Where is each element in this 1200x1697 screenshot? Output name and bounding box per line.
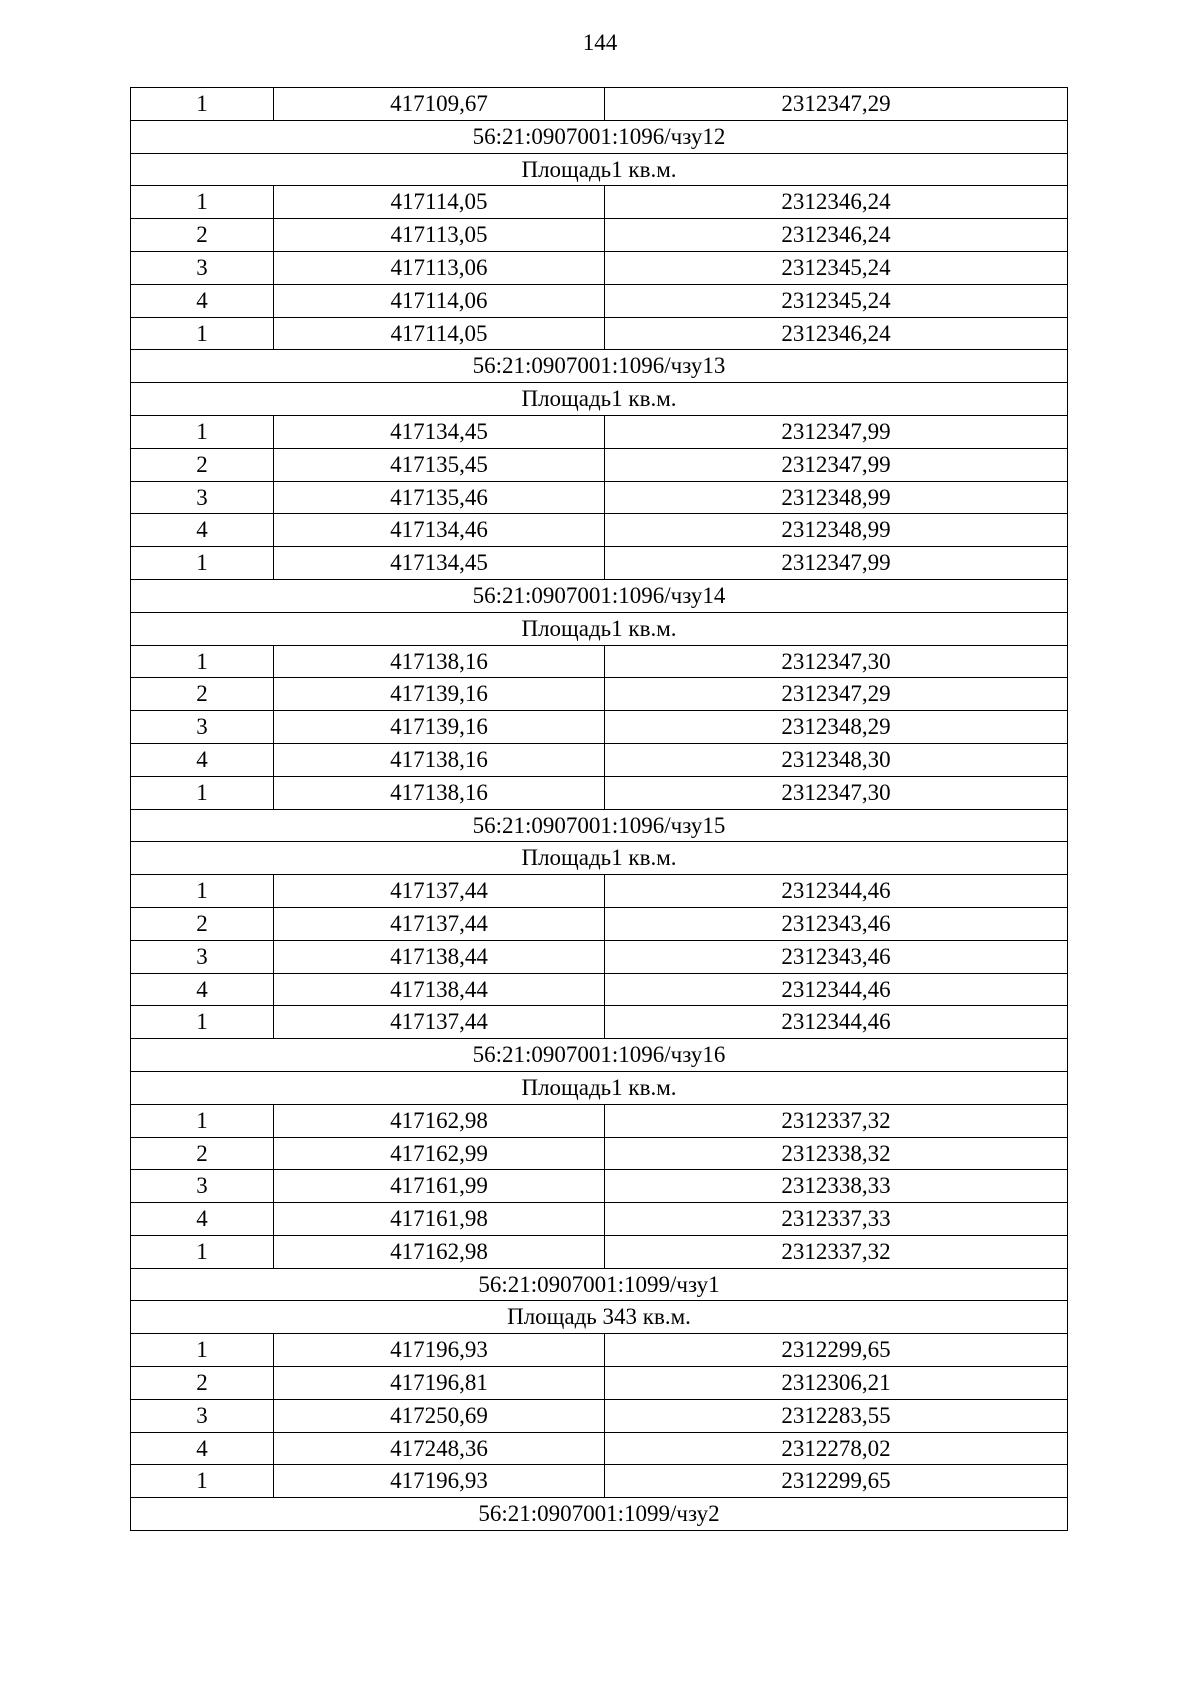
x-coordinate-cell: 417196,93 <box>274 1334 605 1367</box>
y-coordinate-cell: 2312283,55 <box>605 1399 1068 1432</box>
x-coordinate-cell: 417162,98 <box>274 1104 605 1137</box>
section-header-row <box>131 1268 1068 1301</box>
coordinate-row <box>131 1137 1068 1170</box>
point-number-cell: 4 <box>131 284 274 317</box>
coordinate-row <box>131 743 1068 776</box>
x-coordinate-cell: 417138,44 <box>274 940 605 973</box>
section-header-cell: Площадь1 кв.м. <box>131 842 1068 875</box>
y-coordinate-cell: 2312299,65 <box>605 1465 1068 1498</box>
y-coordinate-cell: 2312347,29 <box>605 678 1068 711</box>
x-coordinate-cell: 417138,16 <box>274 743 605 776</box>
point-number-cell: 3 <box>131 940 274 973</box>
x-coordinate-cell: 417134,45 <box>274 415 605 448</box>
y-coordinate-cell: 2312343,46 <box>605 907 1068 940</box>
x-coordinate-cell: 417114,05 <box>274 317 605 350</box>
section-header-cell: 56:21:0907001:1096/чзу12 <box>131 120 1068 153</box>
point-number-cell: 2 <box>131 448 274 481</box>
x-coordinate-cell: 417162,99 <box>274 1137 605 1170</box>
point-number-cell: 1 <box>131 1006 274 1039</box>
coordinate-row <box>131 1203 1068 1236</box>
coordinate-row <box>131 1334 1068 1367</box>
point-number-cell: 1 <box>131 186 274 219</box>
point-number-cell: 4 <box>131 1203 274 1236</box>
section-header-row <box>131 350 1068 383</box>
coordinate-row <box>131 448 1068 481</box>
coordinate-row <box>131 973 1068 1006</box>
x-coordinate-cell: 417161,99 <box>274 1170 605 1203</box>
point-number-cell: 1 <box>131 415 274 448</box>
coordinate-row <box>131 1399 1068 1432</box>
section-header-row <box>131 1498 1068 1531</box>
coordinate-row <box>131 776 1068 809</box>
y-coordinate-cell: 2312345,24 <box>605 284 1068 317</box>
y-coordinate-cell: 2312344,46 <box>605 1006 1068 1039</box>
coordinate-row <box>131 1235 1068 1268</box>
point-number-cell: 1 <box>131 1465 274 1498</box>
x-coordinate-cell: 417250,69 <box>274 1399 605 1432</box>
y-coordinate-cell: 2312345,24 <box>605 251 1068 284</box>
section-header-row <box>131 1301 1068 1334</box>
y-coordinate-cell: 2312348,30 <box>605 743 1068 776</box>
y-coordinate-cell: 2312346,24 <box>605 186 1068 219</box>
y-coordinate-cell: 2312337,33 <box>605 1203 1068 1236</box>
point-number-cell: 1 <box>131 645 274 678</box>
point-number-cell: 3 <box>131 481 274 514</box>
section-header-row <box>131 120 1068 153</box>
point-number-cell: 1 <box>131 1235 274 1268</box>
section-header-row <box>131 153 1068 186</box>
section-header-row <box>131 809 1068 842</box>
section-header-row <box>131 579 1068 612</box>
point-number-cell: 2 <box>131 219 274 252</box>
coordinate-row <box>131 645 1068 678</box>
y-coordinate-cell: 2312348,29 <box>605 711 1068 744</box>
y-coordinate-cell: 2312347,30 <box>605 776 1068 809</box>
x-coordinate-cell: 417138,16 <box>274 776 605 809</box>
coordinate-row <box>131 415 1068 448</box>
section-header-cell: 56:21:0907001:1099/чзу1 <box>131 1268 1068 1301</box>
x-coordinate-cell: 417113,05 <box>274 219 605 252</box>
coordinate-row <box>131 88 1068 121</box>
x-coordinate-cell: 417135,45 <box>274 448 605 481</box>
section-header-cell: Площадь1 кв.м. <box>131 612 1068 645</box>
section-header-cell: 56:21:0907001:1096/чзу13 <box>131 350 1068 383</box>
coordinate-row <box>131 711 1068 744</box>
y-coordinate-cell: 2312347,29 <box>605 88 1068 121</box>
section-header-row <box>131 842 1068 875</box>
x-coordinate-cell: 417139,16 <box>274 711 605 744</box>
coordinate-row <box>131 907 1068 940</box>
point-number-cell: 2 <box>131 907 274 940</box>
x-coordinate-cell: 417137,44 <box>274 875 605 908</box>
y-coordinate-cell: 2312338,32 <box>605 1137 1068 1170</box>
point-number-cell: 2 <box>131 1367 274 1400</box>
x-coordinate-cell: 417196,93 <box>274 1465 605 1498</box>
y-coordinate-cell: 2312346,24 <box>605 317 1068 350</box>
section-header-cell: 56:21:0907001:1096/чзу16 <box>131 1039 1068 1072</box>
section-header-cell: Площадь1 кв.м. <box>131 1071 1068 1104</box>
coordinate-row <box>131 1367 1068 1400</box>
point-number-cell: 1 <box>131 1334 274 1367</box>
x-coordinate-cell: 417139,16 <box>274 678 605 711</box>
x-coordinate-cell: 417137,44 <box>274 907 605 940</box>
section-header-cell: Площадь1 кв.м. <box>131 153 1068 186</box>
point-number-cell: 1 <box>131 875 274 908</box>
point-number-cell: 4 <box>131 514 274 547</box>
point-number-cell: 1 <box>131 317 274 350</box>
coordinate-row <box>131 317 1068 350</box>
y-coordinate-cell: 2312348,99 <box>605 514 1068 547</box>
coordinate-row <box>131 251 1068 284</box>
section-header-cell: 56:21:0907001:1096/чзу14 <box>131 579 1068 612</box>
section-header-cell: 56:21:0907001:1099/чзу2 <box>131 1498 1068 1531</box>
y-coordinate-cell: 2312344,46 <box>605 875 1068 908</box>
point-number-cell: 3 <box>131 1399 274 1432</box>
point-number-cell: 1 <box>131 547 274 580</box>
point-number-cell: 1 <box>131 776 274 809</box>
x-coordinate-cell: 417138,44 <box>274 973 605 1006</box>
coordinate-row <box>131 186 1068 219</box>
y-coordinate-cell: 2312337,32 <box>605 1104 1068 1137</box>
coordinates-table <box>130 87 1068 1531</box>
coordinate-row <box>131 1465 1068 1498</box>
x-coordinate-cell: 417137,44 <box>274 1006 605 1039</box>
point-number-cell: 4 <box>131 743 274 776</box>
y-coordinate-cell: 2312344,46 <box>605 973 1068 1006</box>
x-coordinate-cell: 417114,06 <box>274 284 605 317</box>
coordinate-row <box>131 1006 1068 1039</box>
y-coordinate-cell: 2312306,21 <box>605 1367 1068 1400</box>
coordinate-row <box>131 547 1068 580</box>
coordinate-row <box>131 678 1068 711</box>
x-coordinate-cell: 417134,45 <box>274 547 605 580</box>
point-number-cell: 4 <box>131 1432 274 1465</box>
x-coordinate-cell: 417113,06 <box>274 251 605 284</box>
section-header-cell: Площадь 343 кв.м. <box>131 1301 1068 1334</box>
x-coordinate-cell: 417196,81 <box>274 1367 605 1400</box>
y-coordinate-cell: 2312347,99 <box>605 547 1068 580</box>
point-number-cell: 1 <box>131 1104 274 1137</box>
coordinate-row <box>131 1104 1068 1137</box>
page-number: 144 <box>582 30 618 55</box>
x-coordinate-cell: 417138,16 <box>274 645 605 678</box>
point-number-cell: 3 <box>131 251 274 284</box>
x-coordinate-cell: 417134,46 <box>274 514 605 547</box>
x-coordinate-cell: 417248,36 <box>274 1432 605 1465</box>
x-coordinate-cell: 417161,98 <box>274 1203 605 1236</box>
coordinate-row <box>131 481 1068 514</box>
x-coordinate-cell: 417109,67 <box>274 88 605 121</box>
y-coordinate-cell: 2312338,33 <box>605 1170 1068 1203</box>
point-number-cell: 1 <box>131 88 274 121</box>
y-coordinate-cell: 2312347,99 <box>605 448 1068 481</box>
x-coordinate-cell: 417135,46 <box>274 481 605 514</box>
section-header-cell: Площадь1 кв.м. <box>131 383 1068 416</box>
point-number-cell: 3 <box>131 711 274 744</box>
y-coordinate-cell: 2312337,32 <box>605 1235 1068 1268</box>
section-header-row <box>131 1039 1068 1072</box>
y-coordinate-cell: 2312278,02 <box>605 1432 1068 1465</box>
y-coordinate-cell: 2312346,24 <box>605 219 1068 252</box>
y-coordinate-cell: 2312348,99 <box>605 481 1068 514</box>
section-header-row <box>131 383 1068 416</box>
x-coordinate-cell: 417114,05 <box>274 186 605 219</box>
section-header-cell: 56:21:0907001:1096/чзу15 <box>131 809 1068 842</box>
coordinate-row <box>131 1170 1068 1203</box>
point-number-cell: 2 <box>131 678 274 711</box>
x-coordinate-cell: 417162,98 <box>274 1235 605 1268</box>
y-coordinate-cell: 2312347,99 <box>605 415 1068 448</box>
coordinate-row <box>131 219 1068 252</box>
point-number-cell: 3 <box>131 1170 274 1203</box>
point-number-cell: 2 <box>131 1137 274 1170</box>
y-coordinate-cell: 2312299,65 <box>605 1334 1068 1367</box>
coordinate-row <box>131 514 1068 547</box>
y-coordinate-cell: 2312343,46 <box>605 940 1068 973</box>
coordinate-row <box>131 1432 1068 1465</box>
section-header-row <box>131 612 1068 645</box>
section-header-row <box>131 1071 1068 1104</box>
coordinate-row <box>131 875 1068 908</box>
coordinates-table-body <box>131 88 1068 1531</box>
coordinate-row <box>131 284 1068 317</box>
coordinate-row <box>131 940 1068 973</box>
y-coordinate-cell: 2312347,30 <box>605 645 1068 678</box>
point-number-cell: 4 <box>131 973 274 1006</box>
